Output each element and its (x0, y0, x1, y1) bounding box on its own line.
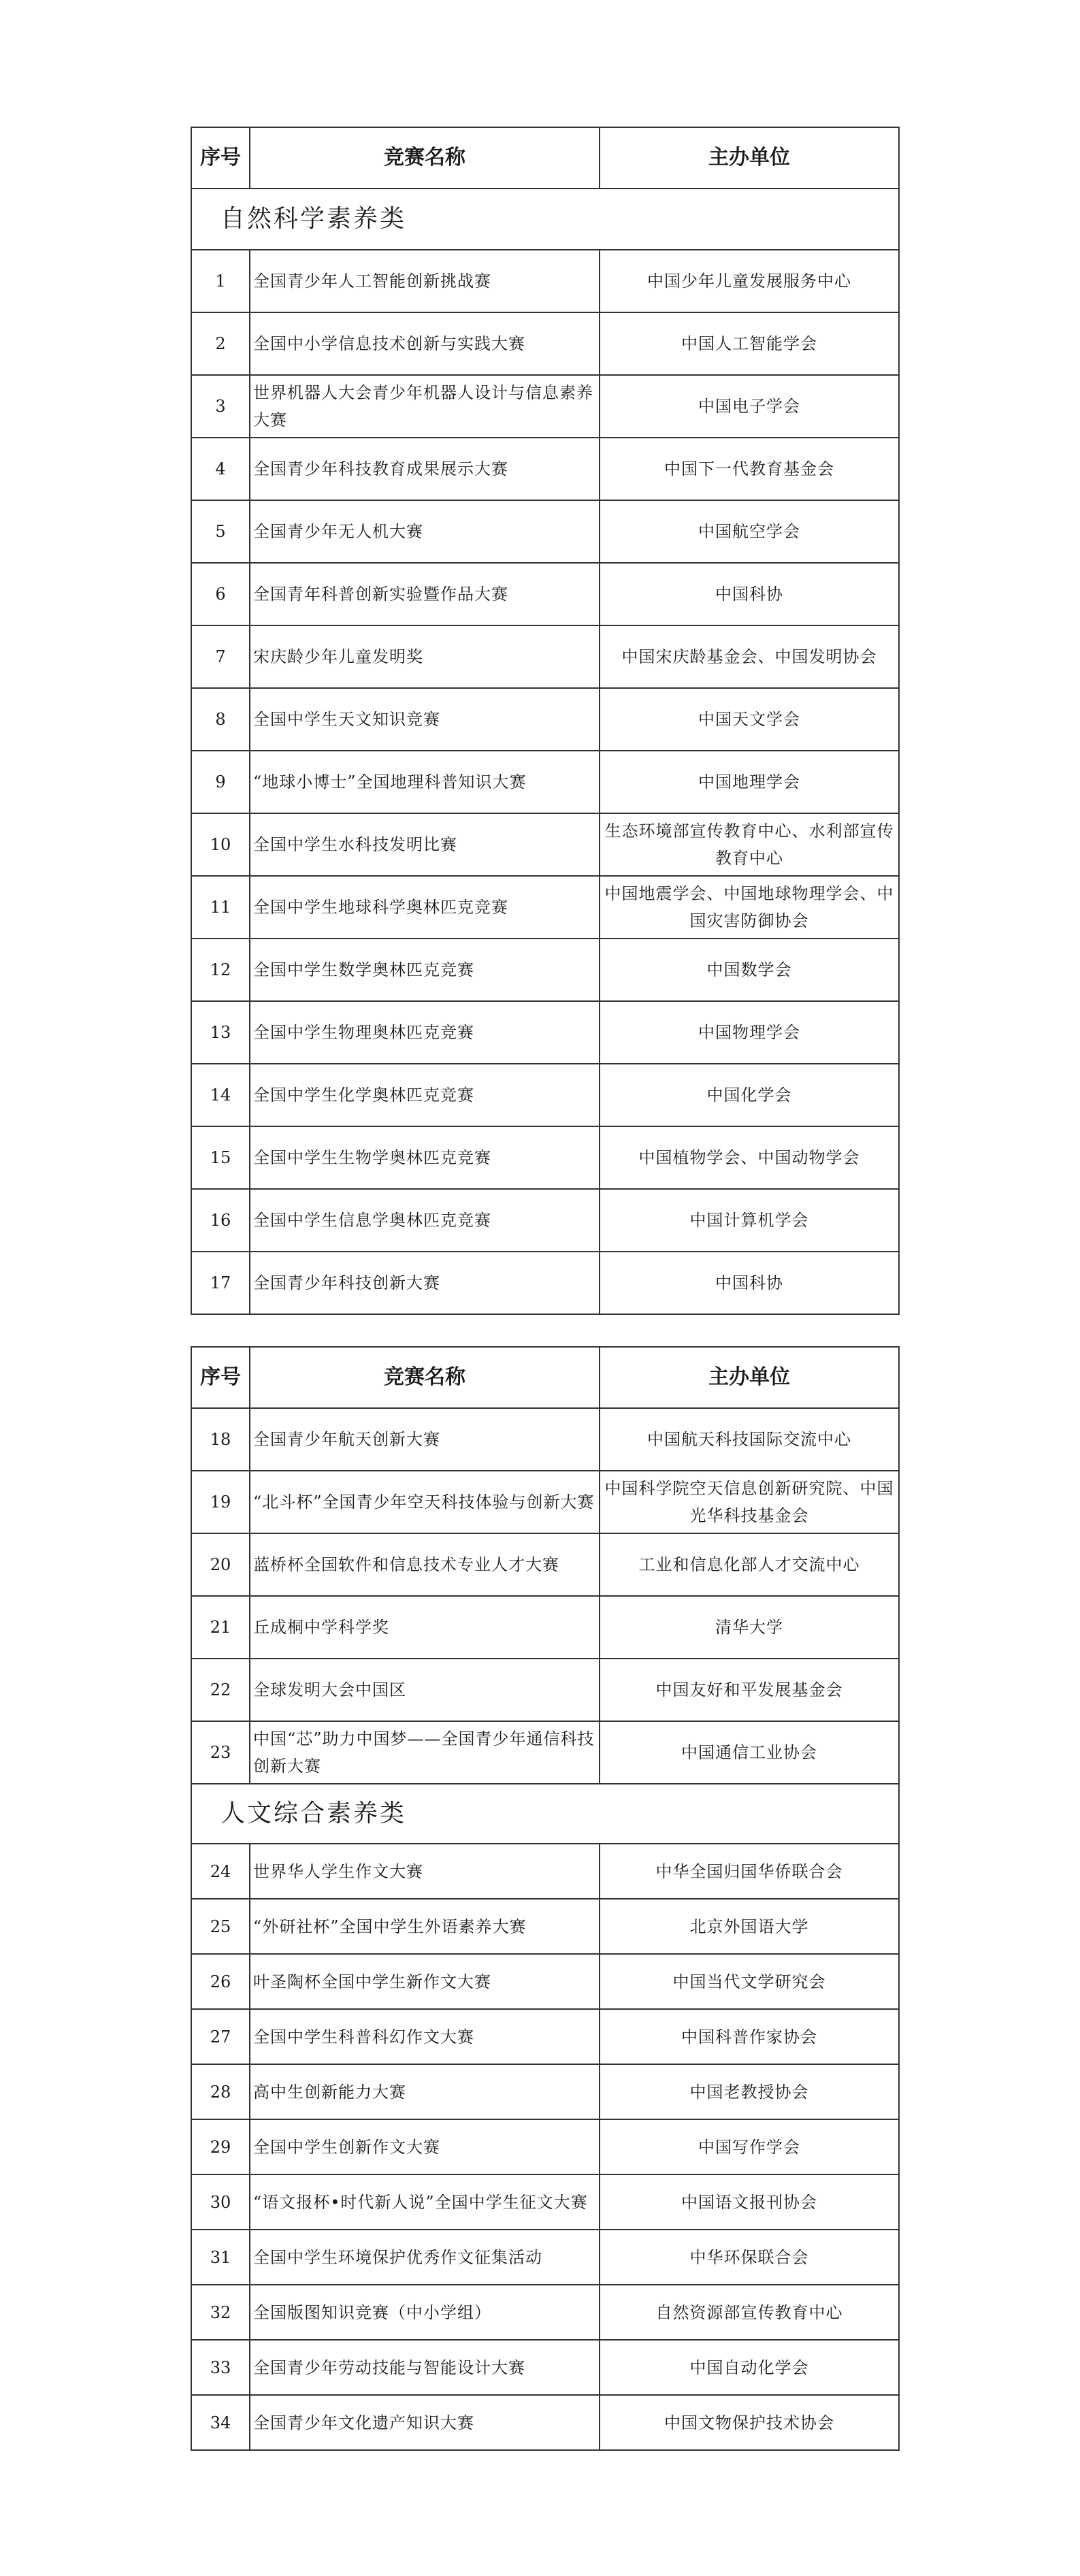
table-row (191, 939, 899, 1001)
row-number: 19 (191, 1471, 250, 1533)
competition-name: 全国青少年无人机大赛 (250, 500, 600, 563)
table-row (191, 1252, 899, 1314)
table-row (191, 2395, 899, 2450)
competition-name: 全国中学生环境保护优秀作文征集活动 (250, 2230, 600, 2285)
row-number: 9 (191, 751, 250, 813)
organizer: 中国通信工业协会 (600, 1721, 899, 1784)
competition-name: 全国中学生信息学奥林匹克竞赛 (250, 1189, 600, 1252)
section-row-humanities (191, 1784, 899, 1844)
organizer: 中国航天科技国际交流中心 (600, 1408, 899, 1471)
row-number: 25 (191, 1899, 250, 1954)
table-row (191, 2064, 899, 2119)
header-name: 竞赛名称 (250, 1347, 600, 1408)
competition-name: 全国中学生数学奥林匹克竞赛 (250, 939, 600, 1001)
competition-name: 全国青少年航天创新大赛 (250, 1408, 600, 1471)
organizer: 清华大学 (600, 1596, 899, 1659)
competition-name: 全国中学生创新作文大赛 (250, 2119, 600, 2174)
table-row (191, 625, 899, 688)
organizer: 中国天文学会 (600, 688, 899, 751)
organizer: 工业和信息化部人才交流中心 (600, 1533, 899, 1596)
row-number: 18 (191, 1408, 250, 1471)
competition-name: “北斗杯”全国青少年空天科技体验与创新大赛 (250, 1471, 600, 1533)
organizer: 中国植物学会、中国动物学会 (600, 1126, 899, 1189)
competition-name: “外研社杯”全国中学生外语素养大赛 (250, 1899, 600, 1954)
organizer: 中国电子学会 (600, 375, 899, 438)
table-row (191, 1471, 899, 1533)
organizer: 中国地理学会 (600, 751, 899, 813)
organizer: 中国地震学会、中国地球物理学会、中国灾害防御协会 (600, 876, 899, 939)
row-number: 20 (191, 1533, 250, 1596)
row-number: 29 (191, 2119, 250, 2174)
competition-table-2 (191, 1346, 900, 2451)
competition-name: 全国版图知识竞赛（中小学组） (250, 2285, 600, 2340)
row-number: 26 (191, 1954, 250, 2009)
competition-name: 宋庆龄少年儿童发明奖 (250, 625, 600, 688)
header-name: 竞赛名称 (250, 127, 600, 189)
competition-name: 全国青少年劳动技能与智能设计大赛 (250, 2340, 600, 2395)
row-number: 23 (191, 1721, 250, 1784)
row-number: 32 (191, 2285, 250, 2340)
organizer: 中国数学会 (600, 939, 899, 1001)
row-number: 16 (191, 1189, 250, 1252)
competition-name: 全国中学生化学奥林匹克竞赛 (250, 1064, 600, 1126)
row-number: 13 (191, 1001, 250, 1064)
competition-name: 全国中学生物理奥林匹克竞赛 (250, 1001, 600, 1064)
competition-name: 全国中学生水科技发明比赛 (250, 813, 600, 876)
table-row (191, 2230, 899, 2285)
table-row (191, 438, 899, 500)
table-row (191, 1533, 899, 1596)
table-row (191, 1659, 899, 1721)
header-no: 序号 (191, 127, 250, 189)
organizer: 中国当代文学研究会 (600, 1954, 899, 2009)
section-title: 自然科学素养类 (191, 189, 899, 250)
competition-name: 叶圣陶杯全国中学生新作文大赛 (250, 1954, 600, 2009)
organizer: 中国物理学会 (600, 1001, 899, 1064)
table-row (191, 250, 899, 312)
row-number: 12 (191, 939, 250, 1001)
row-number: 11 (191, 876, 250, 939)
competition-name: 全国中学生生物学奥林匹克竞赛 (250, 1126, 600, 1189)
row-number: 27 (191, 2009, 250, 2064)
row-number: 21 (191, 1596, 250, 1659)
section-row-science (191, 189, 899, 250)
row-number: 10 (191, 813, 250, 876)
competition-name: 蓝桥杯全国软件和信息技术专业人才大赛 (250, 1533, 600, 1596)
organizer: 中国科协 (600, 1252, 899, 1314)
row-number: 22 (191, 1659, 250, 1721)
row-number: 17 (191, 1252, 250, 1314)
row-number: 14 (191, 1064, 250, 1126)
organizer: 中国下一代教育基金会 (600, 438, 899, 500)
organizer: 中国宋庆龄基金会、中国发明协会 (600, 625, 899, 688)
table-row (191, 1064, 899, 1126)
row-number: 31 (191, 2230, 250, 2285)
organizer: 中国自动化学会 (600, 2340, 899, 2395)
organizer: 中国科普作家协会 (600, 2009, 899, 2064)
organizer: 中国写作学会 (600, 2119, 899, 2174)
table-row (191, 375, 899, 438)
organizer: 生态环境部宣传教育中心、水利部宣传教育中心 (600, 813, 899, 876)
organizer: 中华环保联合会 (600, 2230, 899, 2285)
table-row (191, 1126, 899, 1189)
organizer: 中国老教授协会 (600, 2064, 899, 2119)
organizer: 中国语文报刊协会 (600, 2174, 899, 2230)
organizer: 北京外国语大学 (600, 1899, 899, 1954)
table-row (191, 1189, 899, 1252)
table-row (191, 1721, 899, 1784)
competition-name: 全国中小学信息技术创新与实践大赛 (250, 312, 600, 375)
header-org: 主办单位 (600, 127, 899, 189)
competition-name: 中国“芯”助力中国梦——全国青少年通信科技创新大赛 (250, 1721, 600, 1784)
organizer: 中国人工智能学会 (600, 312, 899, 375)
row-number: 28 (191, 2064, 250, 2119)
table-row (191, 2174, 899, 2230)
table-row (191, 1844, 899, 1899)
row-number: 30 (191, 2174, 250, 2230)
row-number: 3 (191, 375, 250, 438)
table-row (191, 2119, 899, 2174)
row-number: 1 (191, 250, 250, 312)
row-number: 24 (191, 1844, 250, 1899)
table-row (191, 1001, 899, 1064)
row-number: 4 (191, 438, 250, 500)
table-row (191, 2009, 899, 2064)
row-number: 6 (191, 563, 250, 625)
competition-table-1 (191, 127, 900, 1315)
table-header-row (191, 127, 899, 189)
competition-name: 全国青少年人工智能创新挑战赛 (250, 250, 600, 312)
row-number: 2 (191, 312, 250, 375)
organizer: 中国少年儿童发展服务中心 (600, 250, 899, 312)
table-row (191, 1954, 899, 2009)
table-row (191, 500, 899, 563)
competition-name: 全球发明大会中国区 (250, 1659, 600, 1721)
competition-name: 高中生创新能力大赛 (250, 2064, 600, 2119)
row-number: 5 (191, 500, 250, 563)
competition-name: “语文报杯•时代新人说”全国中学生征文大赛 (250, 2174, 600, 2230)
row-number: 7 (191, 625, 250, 688)
header-no: 序号 (191, 1347, 250, 1408)
table-row (191, 813, 899, 876)
section-title: 人文综合素养类 (191, 1784, 899, 1844)
competition-name: 丘成桐中学科学奖 (250, 1596, 600, 1659)
table-row (191, 2285, 899, 2340)
table-header-row (191, 1347, 899, 1408)
organizer: 中国科协 (600, 563, 899, 625)
table-row (191, 688, 899, 751)
table-row (191, 1596, 899, 1659)
table-row (191, 1408, 899, 1471)
competition-name: 世界华人学生作文大赛 (250, 1844, 600, 1899)
header-org: 主办单位 (600, 1347, 899, 1408)
organizer: 自然资源部宣传教育中心 (600, 2285, 899, 2340)
organizer: 中国文物保护技术协会 (600, 2395, 899, 2450)
organizer: 中国科学院空天信息创新研究院、中国光华科技基金会 (600, 1471, 899, 1533)
row-number: 33 (191, 2340, 250, 2395)
table-row (191, 1899, 899, 1954)
row-number: 15 (191, 1126, 250, 1189)
table-row (191, 751, 899, 813)
organizer: 中国航空学会 (600, 500, 899, 563)
competition-name: 全国中学生地球科学奥林匹克竞赛 (250, 876, 600, 939)
competition-name: 全国青年科普创新实验暨作品大赛 (250, 563, 600, 625)
organizer: 中国化学会 (600, 1064, 899, 1126)
table-row (191, 563, 899, 625)
table-row (191, 2340, 899, 2395)
organizer: 中华全国归国华侨联合会 (600, 1844, 899, 1899)
row-number: 34 (191, 2395, 250, 2450)
row-number: 8 (191, 688, 250, 751)
organizer: 中国友好和平发展基金会 (600, 1659, 899, 1721)
competition-name: 全国中学生科普科幻作文大赛 (250, 2009, 600, 2064)
table-row (191, 876, 899, 939)
competition-name: 世界机器人大会青少年机器人设计与信息素养大赛 (250, 375, 600, 438)
competition-name: “地球小博士”全国地理科普知识大赛 (250, 751, 600, 813)
competition-name: 全国青少年科技教育成果展示大赛 (250, 438, 600, 500)
competition-name: 全国中学生天文知识竞赛 (250, 688, 600, 751)
competition-name: 全国青少年文化遗产知识大赛 (250, 2395, 600, 2450)
organizer: 中国计算机学会 (600, 1189, 899, 1252)
competition-name: 全国青少年科技创新大赛 (250, 1252, 600, 1314)
table-row (191, 312, 899, 375)
